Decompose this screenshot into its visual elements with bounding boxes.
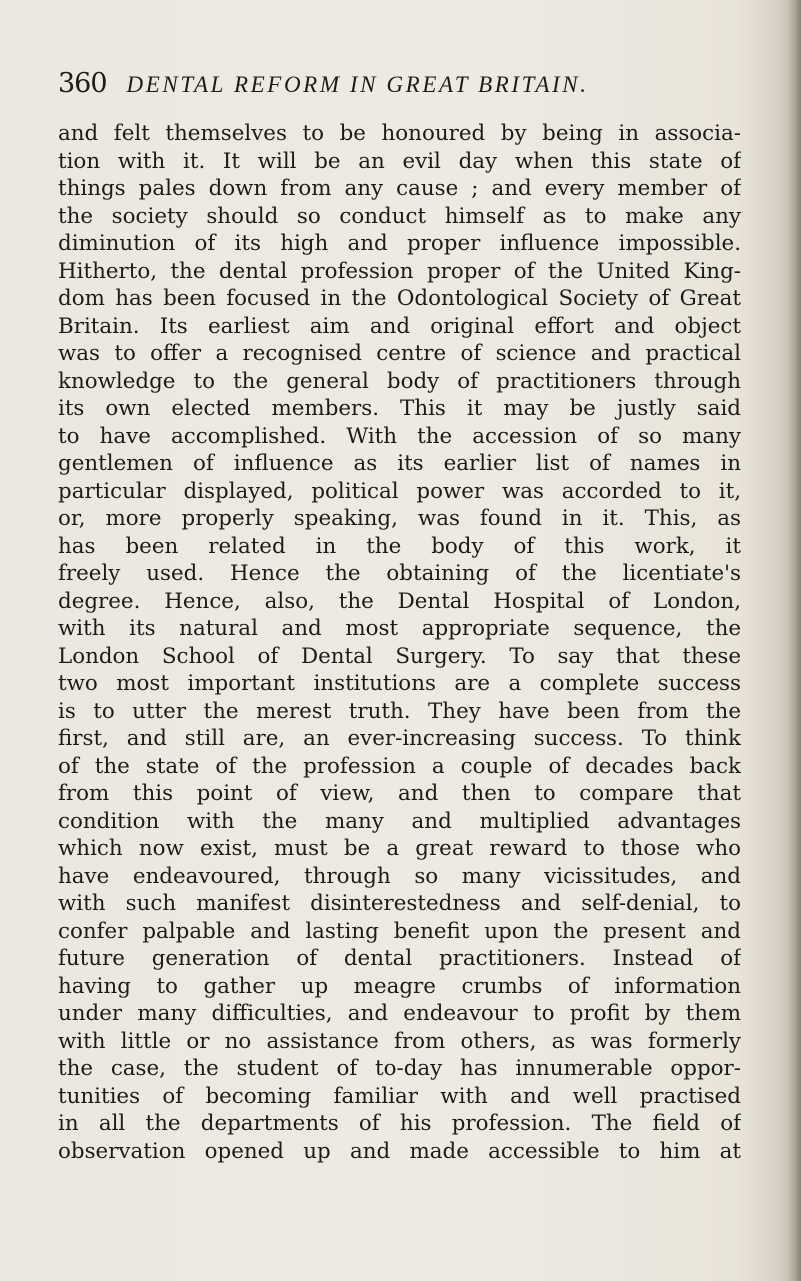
text-line: is to utter the merest truth. They have been from the <box>58 698 741 724</box>
text-line: the case, the student of to-day has innumerable oppor- <box>58 1056 741 1081</box>
text-line: its own elected members. This it may be justly said <box>58 396 741 421</box>
text-line: having to gather up meagre crumbs of information <box>58 973 741 999</box>
text-line: London School of Dental Surgery. To say that these <box>58 643 741 669</box>
text-line: dom has been focused in the Odontological Society of Great <box>58 286 741 311</box>
text-line: have endeavoured, through so many vicissitudes, and <box>58 863 741 889</box>
text-line: of the state of the profession a couple of decades back <box>58 753 741 779</box>
text-line: Britain. Its earliest aim and original effort and object <box>58 313 741 339</box>
page-number: 360 <box>58 68 107 99</box>
text-line: knowledge to the general body of practitioners through <box>58 368 741 394</box>
text-line: future generation of dental practitioners. Instead of <box>58 946 741 971</box>
text-line: freely used. Hence the obtaining of the licentiate's <box>58 561 741 586</box>
text-line: two most important institutions are a complete success <box>58 671 741 696</box>
text-line: tion with it. It will be an evil day when this state of <box>58 148 741 174</box>
text-line: degree. Hence, also, the Dental Hospital of London, <box>58 588 741 614</box>
text-line: or, more properly speaking, was found in it. This, as <box>58 506 741 531</box>
text-line: gentlemen of influence as its earlier list of names in <box>58 451 741 476</box>
running-head <box>58 68 758 108</box>
running-head-title: DENTAL REFORM IN GREAT BRITAIN. <box>126 72 589 97</box>
text-line: the society should so conduct himself as to make any <box>58 203 741 229</box>
text-line: particular displayed, political power was accorded to it, <box>58 478 741 504</box>
text-line: first, and still are, an ever-increasing success. To think <box>58 726 741 751</box>
text-line: diminution of its high and proper influence impossible. <box>58 231 741 256</box>
text-line: with its natural and most appropriate sequence, the <box>58 616 741 641</box>
text-line: and felt themselves to be honoured by being in associa- <box>58 121 741 146</box>
text-line: has been related in the body of this work, it <box>58 533 741 559</box>
text-line: confer palpable and lasting benefit upon the present and <box>58 918 741 944</box>
text-line: from this point of view, and then to compare that <box>58 781 741 806</box>
page-edge-shadow <box>787 0 801 1281</box>
text-line: condition with the many and multiplied advantages <box>58 808 741 834</box>
text-line: with little or no assistance from others, as was formerly <box>58 1028 741 1054</box>
text-line: which now exist, must be a great reward to those who <box>58 836 741 861</box>
text-line: Hitherto, the dental profession proper of the United King- <box>58 258 741 284</box>
text-line: things pales down from any cause ; and every member of <box>58 176 741 201</box>
body-text <box>58 120 741 1165</box>
text-line: was to offer a recognised centre of science and practical <box>58 341 741 366</box>
text-line: in all the departments of his profession. The field of <box>58 1111 741 1136</box>
text-line: under many difficulties, and endeavour to profit by them <box>58 1001 741 1026</box>
text-line: tunities of becoming familiar with and well practised <box>58 1083 741 1109</box>
text-line: observation opened up and made accessible to him at <box>58 1138 741 1164</box>
text-line: to have accomplished. With the accession of so many <box>58 423 741 449</box>
text-line: with such manifest disinterestedness and self-denial, to <box>58 891 741 916</box>
